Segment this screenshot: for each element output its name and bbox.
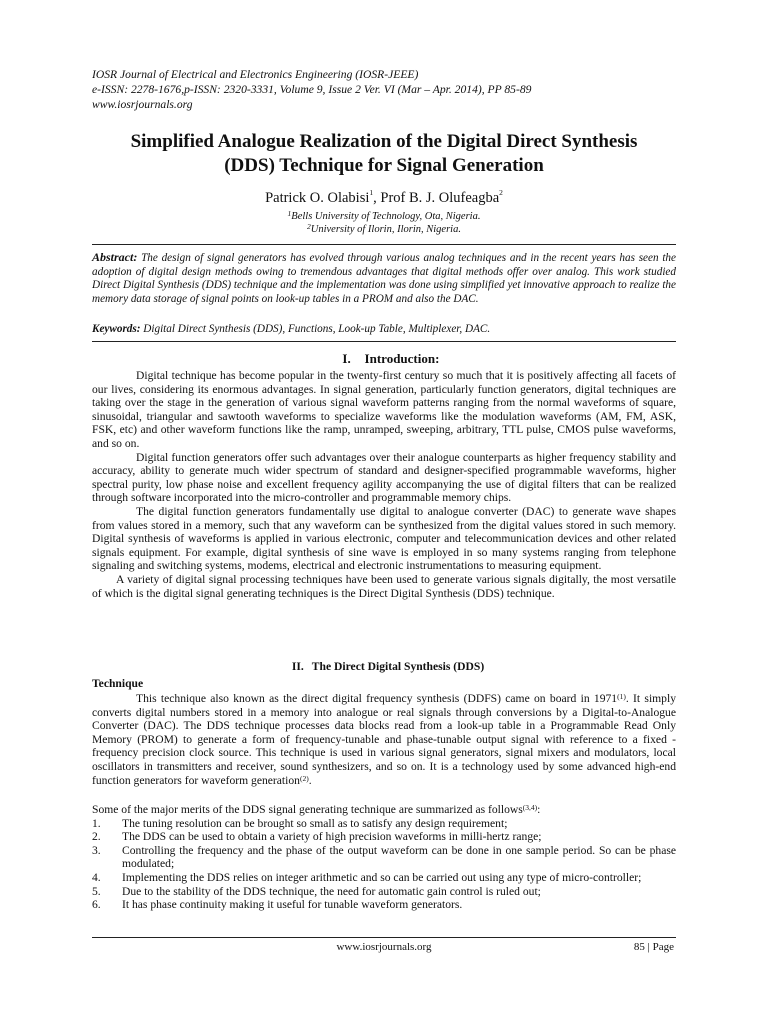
page-number: 85 | Page [633, 941, 674, 953]
section-2-number: II. [291, 660, 304, 673]
merit-text: It has phase continuity making it useful for tunable waveform generators. [122, 898, 463, 912]
merit-item [92, 817, 676, 831]
author-separator: , [373, 190, 381, 206]
affiliation-1 [60, 211, 708, 222]
journal-name: IOSR Journal of Electrical and Electronics Engineering (IOSR-JEEE) [92, 68, 419, 81]
merit-text: The tuning resolution can be brought so small as to satisfy any design requirement; [122, 816, 508, 830]
keywords-text: Digital Direct Synthesis (DDS), Functions, Look-up Table, Multiplexer, DAC. [140, 323, 491, 335]
author-2: Prof B. J. Olufeagba [380, 190, 500, 206]
merit-text: Controlling the frequency and the phase of the output waveform can be done in one sample period. So can be phase modulated; [122, 843, 676, 871]
dds-paragraph-part-1: This technique also known as the direct digital frequency synthesis (DDFS) came on board in 1971 [136, 692, 618, 705]
author-1-sup: 1 [369, 188, 374, 197]
affiliation-2-text: University of Ilorin, Ilorin, Nigeria. [310, 224, 461, 235]
authors [60, 190, 708, 207]
intro-paragraph-4: A variety of digital signal processing techniques have been used to generate various signals digitally, the most versatile of which is the digital signal generating techniques is the Direct Digital Synthesis (DDS) technique. [92, 572, 676, 600]
affiliation-2 [60, 224, 708, 235]
intro-paragraph-1: Digital technique has become popular in the twenty-first century so much that it is positively affecting all facets of our lives, considering its enormous advantages. In signal generation, particularly function generators, digital techniques are taking over the stage in the generation of various signal waveform patterns ranging from the normal waveforms of square, sinusoidal, triangular and sawtooth waveforms to specialize waveforms like the modulation waveforms (AM, FM, ASK, FSK, etc) and other waveform functions like the ramp, unramped, sweeping, arbitrary, TTL pulse, CMOS pulse waveforms, and so on. [92, 369, 676, 450]
section-1-heading [92, 351, 676, 367]
merit-number: 1. [92, 816, 101, 830]
intro-paragraph-2: Digital function generators offer such advantages over their analogue counterparts as higher frequency stability and accuracy, ability to generate much wider spectrum of standard and designer-specified programmable waveforms, higher spectral purity, low phase noise and excellent frequency agility accompanying the use of digital filters that can be realized through software incorporated into the micro-controller and programmable memory chips. [92, 450, 676, 505]
merit-number: 2. [92, 830, 101, 844]
ref-1-sup: (1) [617, 692, 626, 701]
dds-paragraph-part-3: . [308, 773, 312, 787]
dds-paragraph-part-2: . It simply converts digital numbers stored in a memory into analogue or real signals through conversions by a Digital-to-Analogue Converter (DAC). The DDS technique processes data blocks read from a look-up table in a Programmable Read Only Memory (PROM) to generate a form of frequency-tunable and phase-tunable output signal with reference to a fixed - frequency precision clock source. This technique is used in various signal generators, signal mixers and modulators, local oscillators in transmitters and receiver, sound synthesizers, and so on. It is a technology used by some advanced high-end function generators for waveform generation [92, 692, 677, 787]
intro-paragraph-3: The digital function generators fundamentally use digital to analogue converter (DAC) to generate wave shapes from values stored in a memory, such that any waveform can be synthesized from the digital values stored in such memory. Digital synthesis of waveforms is applied in various electronic, computer and telecommunication devices and other related signals equipment. For example, digital synthesis of sine wave is employed in so many systems ranging from telephone signaling and switching systems, modems, electrical and electronic instrumentations to measuring equipment. [92, 504, 676, 573]
merit-item [92, 871, 676, 885]
ref-2-sup: (2) [299, 773, 309, 783]
author-2-sup: 2 [499, 188, 503, 197]
merit-item [92, 830, 676, 844]
divider-top [92, 244, 676, 245]
merit-number: 4. [92, 870, 101, 884]
subsection-heading: Technique [92, 677, 144, 690]
merit-item [92, 844, 676, 871]
title-line-1: Simplified Analogue Realization of the Digital Direct Synthesis [130, 131, 638, 152]
section-1-body [92, 369, 676, 600]
journal-header [92, 67, 692, 112]
affiliation-2-sup: 2 [307, 222, 311, 231]
journal-issn: e-ISSN: 2278-1676,p-ISSN: 2320-3331, Volume 9, Issue 2 Ver. VI (Mar – Apr. 2014), PP 85-89 [92, 83, 532, 96]
merit-text: The DDS can be used to obtain a variety of high precision waveforms in milli-hertz range; [122, 830, 542, 844]
merit-number: 5. [92, 884, 101, 898]
merit-number: 3. [92, 843, 101, 857]
abstract-text: The design of signal generators has evolved through various analog techniques and in the recent years has seen the adoption of digital design methods owing to tremendous advantages that digital methods offer over analog. This work studied Direct Digital Synthesis (DDS) technique and the implementation was done using simplified yet innovative approach to realize the memory data storage of signal points on look-up tables in a PROM and also the DAC. [92, 252, 676, 305]
journal-site: www.iosrjournals.org [92, 98, 193, 111]
merit-item [92, 885, 676, 899]
merit-text: Due to the stability of the DDS technique, the need for automatic gain control is ruled out; [122, 884, 541, 898]
merit-text: Implementing the DDS relies on integer arithmetic and so can be carried out using any type of micro-controller; [122, 870, 642, 884]
merit-item [92, 898, 676, 912]
divider-bottom [92, 341, 676, 342]
section-2-heading [92, 660, 676, 673]
keywords-label: Keywords: [92, 323, 141, 335]
title-line-2: (DDS) Technique for Signal Generation [224, 155, 544, 176]
keywords [92, 323, 676, 337]
section-1-number: I. [342, 351, 351, 366]
ref-3-4-sup: (3,4) [522, 803, 538, 812]
section-2-body [92, 692, 676, 787]
dds-paragraph [92, 692, 676, 787]
merits-list [92, 803, 676, 912]
section-1-title: Introduction: [364, 351, 440, 366]
merits-intro [92, 803, 676, 817]
footer-url: www.iosrjournals.org [336, 941, 432, 953]
abstract [92, 251, 676, 306]
merit-number: 6. [92, 898, 101, 912]
abstract-label: Abstract: [92, 250, 138, 264]
author-1: Patrick O. Olabisi [265, 190, 370, 206]
paper-title [60, 130, 708, 178]
affiliation-1-sup: 1 [287, 209, 292, 218]
section-2-title: The Direct Digital Synthesis (DDS) [311, 660, 485, 673]
merits-intro-end: : [537, 803, 541, 816]
affiliation-1-text: Bells University of Technology, Ota, Nigeria. [291, 211, 481, 222]
merits-intro-text: Some of the major merits of the DDS signal generating technique are summarized as follows [92, 803, 523, 816]
footer-divider [92, 937, 676, 938]
